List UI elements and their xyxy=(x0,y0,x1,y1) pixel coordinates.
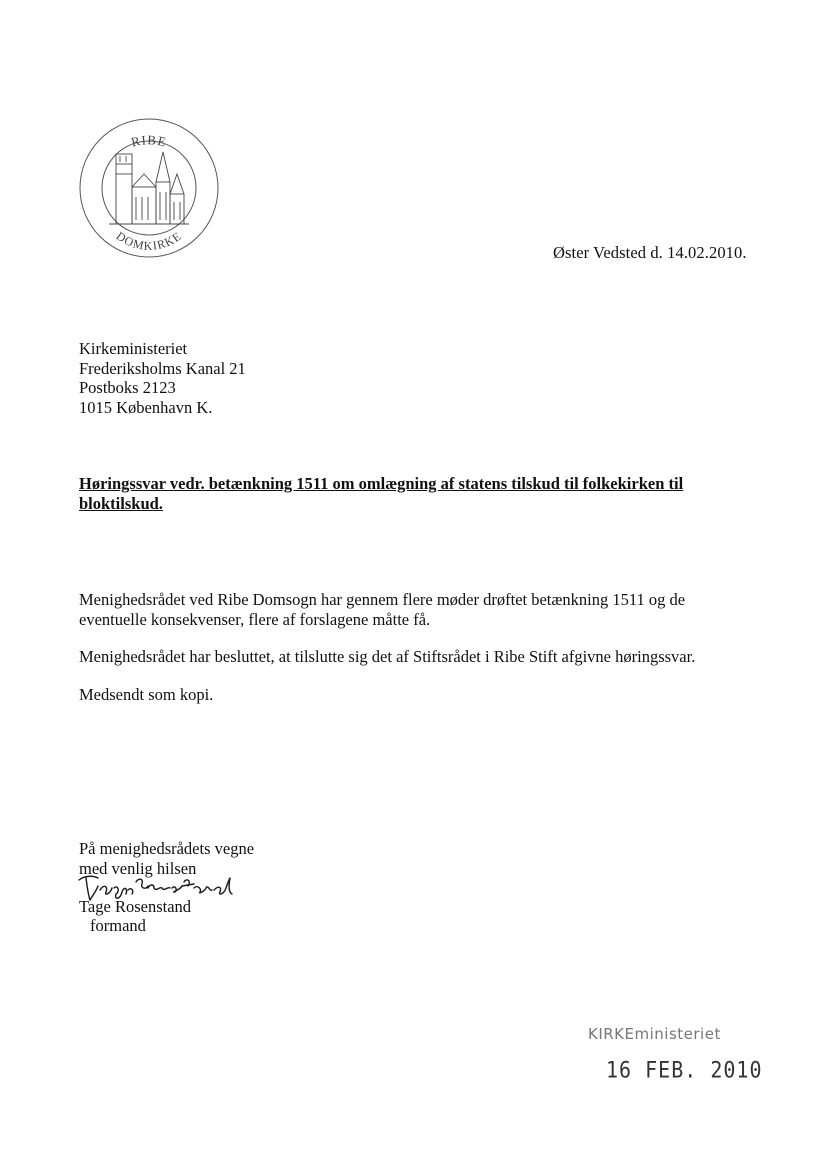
address-line: Kirkeministeriet xyxy=(79,339,188,358)
svg-text:RIBE xyxy=(130,132,169,150)
received-stamp-ministry: KIRKEministeriet xyxy=(588,1025,721,1043)
subject-heading: Høringssvar vedr. betænkning 1511 om omlægning af statens tilskud til folkekirken til bloktilskud. xyxy=(79,474,684,513)
svg-text:DOMKIRKE xyxy=(114,229,185,253)
ribe-domkirke-seal xyxy=(74,112,224,267)
seal-bottom-text: DOMKIRKE xyxy=(113,228,185,253)
body-paragraph: Menighedsrådet ved Ribe Domsogn har gennem flere møder drøftet betænkning 1511 og de eventuelle konsekvenser, flere af forslagene måtte få. xyxy=(79,590,686,629)
body-paragraph: Menighedsrådet har besluttet, at tilslutte sig det af Stiftsrådet i Ribe Stift afgivne høringssvar. xyxy=(79,647,696,666)
recipient-address xyxy=(79,339,246,417)
address-line: Frederiksholms Kanal 21 xyxy=(79,358,246,378)
received-stamp-date: 16 FEB. 2010 xyxy=(606,1056,763,1084)
date-line: Øster Vedsted d. 14.02.2010. xyxy=(553,243,747,262)
cathedral-icon xyxy=(109,152,189,224)
seal-top-text: RIBE xyxy=(129,132,169,150)
signatory-title: formand xyxy=(90,916,146,935)
address-line: Postboks 2123 xyxy=(79,378,176,397)
closing-line: med venlig hilsen xyxy=(79,858,197,878)
body-paragraph: Medsendt som kopi. xyxy=(79,685,214,704)
closing-line: På menighedsrådets vegne xyxy=(79,839,255,858)
address-line: 1015 København K. xyxy=(79,397,213,417)
signatory-name: Tage Rosenstand xyxy=(79,897,192,916)
